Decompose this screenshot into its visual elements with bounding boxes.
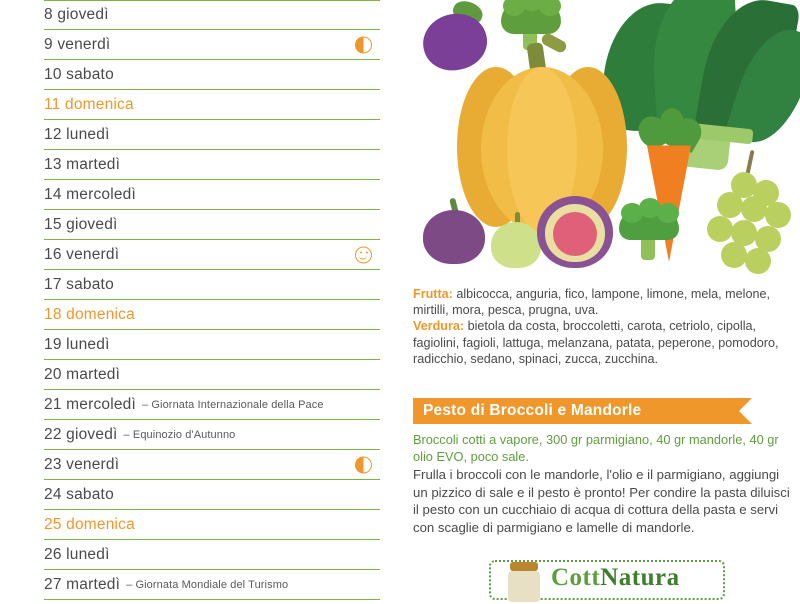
- calendar-day-label: 15 giovedì: [44, 215, 118, 233]
- calendar-day-row[interactable]: [44, 360, 380, 390]
- recipe-title-banner: [413, 398, 739, 424]
- logo-text-part2: Natura: [600, 564, 680, 591]
- calendar-day-label: 16 venerdì: [44, 245, 120, 263]
- fruit-label: Frutta:: [413, 287, 453, 301]
- vegetable-line: [413, 318, 797, 367]
- calendar-day-row[interactable]: [44, 120, 380, 150]
- calendar-day-row[interactable]: [44, 60, 380, 90]
- calendar-day-label: 19 lunedì: [44, 335, 110, 353]
- banner-arrow-icon: [739, 398, 752, 424]
- seasonal-produce-text: [413, 286, 797, 367]
- calendar-day-list: [0, 0, 392, 600]
- calendar-day-label: 23 venerdì: [44, 455, 120, 473]
- calendar-day-row[interactable]: [44, 210, 380, 240]
- calendar-day-row[interactable]: [44, 330, 380, 360]
- calendar-day-label: 24 sabato: [44, 485, 114, 503]
- half-moon-icon: [355, 456, 372, 473]
- calendar-day-row[interactable]: [44, 270, 380, 300]
- fig-halved-icon: [537, 196, 615, 270]
- jar-icon: [507, 562, 541, 602]
- squash-icon: [491, 212, 543, 268]
- brand-logo: [489, 560, 729, 604]
- calendar-day-row[interactable]: [44, 180, 380, 210]
- vegetable-list: bietola da costa, broccoletti, carota, cetriolo, cipolla, fagiolini, fagioli, lattuga, melanzana, patata, peperone, pomodoro, radicchio, sedano, spinaci, zucca, zucchina.: [413, 319, 779, 366]
- calendar-day-label: 10 sabato: [44, 65, 114, 83]
- calendar-day-label: 26 lunedì: [44, 545, 110, 563]
- calendar-day-row[interactable]: [44, 540, 380, 570]
- calendar-day-note: – Giornata Internazionale della Pace: [142, 399, 324, 411]
- calendar-day-label: 20 martedì: [44, 365, 121, 383]
- right-column: [405, 0, 800, 600]
- calendar-day-row[interactable]: [44, 90, 380, 120]
- calendar-day-label: 25 domenica: [44, 515, 135, 533]
- calendar-day-label: 13 martedì: [44, 155, 121, 173]
- calendar-day-note: – Equinozio d'Autunno: [124, 429, 236, 441]
- fruit-line: [413, 286, 797, 318]
- calendar-day-label: 27 martedì: [44, 575, 121, 593]
- grapes-icon: [691, 172, 795, 278]
- fig-icon: [423, 198, 487, 264]
- seasonal-produce-illustration: [405, 0, 800, 278]
- recipe-steps: Frulla i broccoli con le mandorle, l'olio e il parmigiano, aggiungi un pizzico di sale e il pesto è pronto! Per condire la pasta diluisci il pesto con un cucchiaio di acqua di cottura della pasta e servi con scaglie di parmigiano e lamelle di mandorle.: [413, 467, 790, 535]
- calendar-day-row[interactable]: [44, 300, 380, 330]
- calendar-day-label: 14 mercoledì: [44, 185, 137, 203]
- calendar-day-label: 22 giovedì: [44, 425, 118, 443]
- calendar-day-label: 11 domenica: [44, 95, 134, 113]
- calendar-day-note: – Giornata Mondiale del Turismo: [126, 579, 288, 591]
- half-moon-icon: [355, 36, 372, 53]
- logo-text-part1: Cott: [551, 564, 601, 591]
- calendar-day-row[interactable]: [44, 570, 380, 600]
- calendar-day-row[interactable]: [44, 450, 380, 480]
- calendar-day-label: 8 giovedì: [44, 6, 109, 23]
- calendar-day-row[interactable]: [44, 0, 380, 30]
- moon-smile-icon: [359, 253, 367, 259]
- calendar-day-label: 12 lunedì: [44, 125, 110, 143]
- broccoli-small-icon: [619, 208, 681, 264]
- calendar-day-row[interactable]: [44, 480, 380, 510]
- calendar-day-label: 9 venerdì: [44, 35, 111, 53]
- fruit-list: albicocca, anguria, fico, lampone, limone, mela, melone, mirtilli, mora, pesca, prugna, uva.: [413, 287, 770, 318]
- recipe-ingredients: Broccoli cotti a vapore, 300 gr parmigiano, 40 gr mandorle, 40 gr olio EVO, poco sale.: [413, 432, 779, 464]
- calendar-day-label: 17 sabato: [44, 275, 114, 293]
- calendar-day-row[interactable]: [44, 390, 380, 420]
- calendar-day-row[interactable]: [44, 510, 380, 540]
- calendar-day-row[interactable]: [44, 240, 380, 270]
- calendar-day-row[interactable]: [44, 420, 380, 450]
- vegetable-label: Verdura:: [413, 319, 465, 334]
- calendar-day-label: 21 mercoledì: [44, 395, 137, 413]
- calendar-day-row[interactable]: [44, 30, 380, 60]
- recipe-title: Pesto di Broccoli e Mandorle: [423, 402, 642, 419]
- calendar-day-label: 18 domenica: [44, 305, 135, 323]
- full-moon-icon: [355, 246, 372, 263]
- logo-text: [551, 564, 680, 592]
- calendar-day-row[interactable]: [44, 150, 380, 180]
